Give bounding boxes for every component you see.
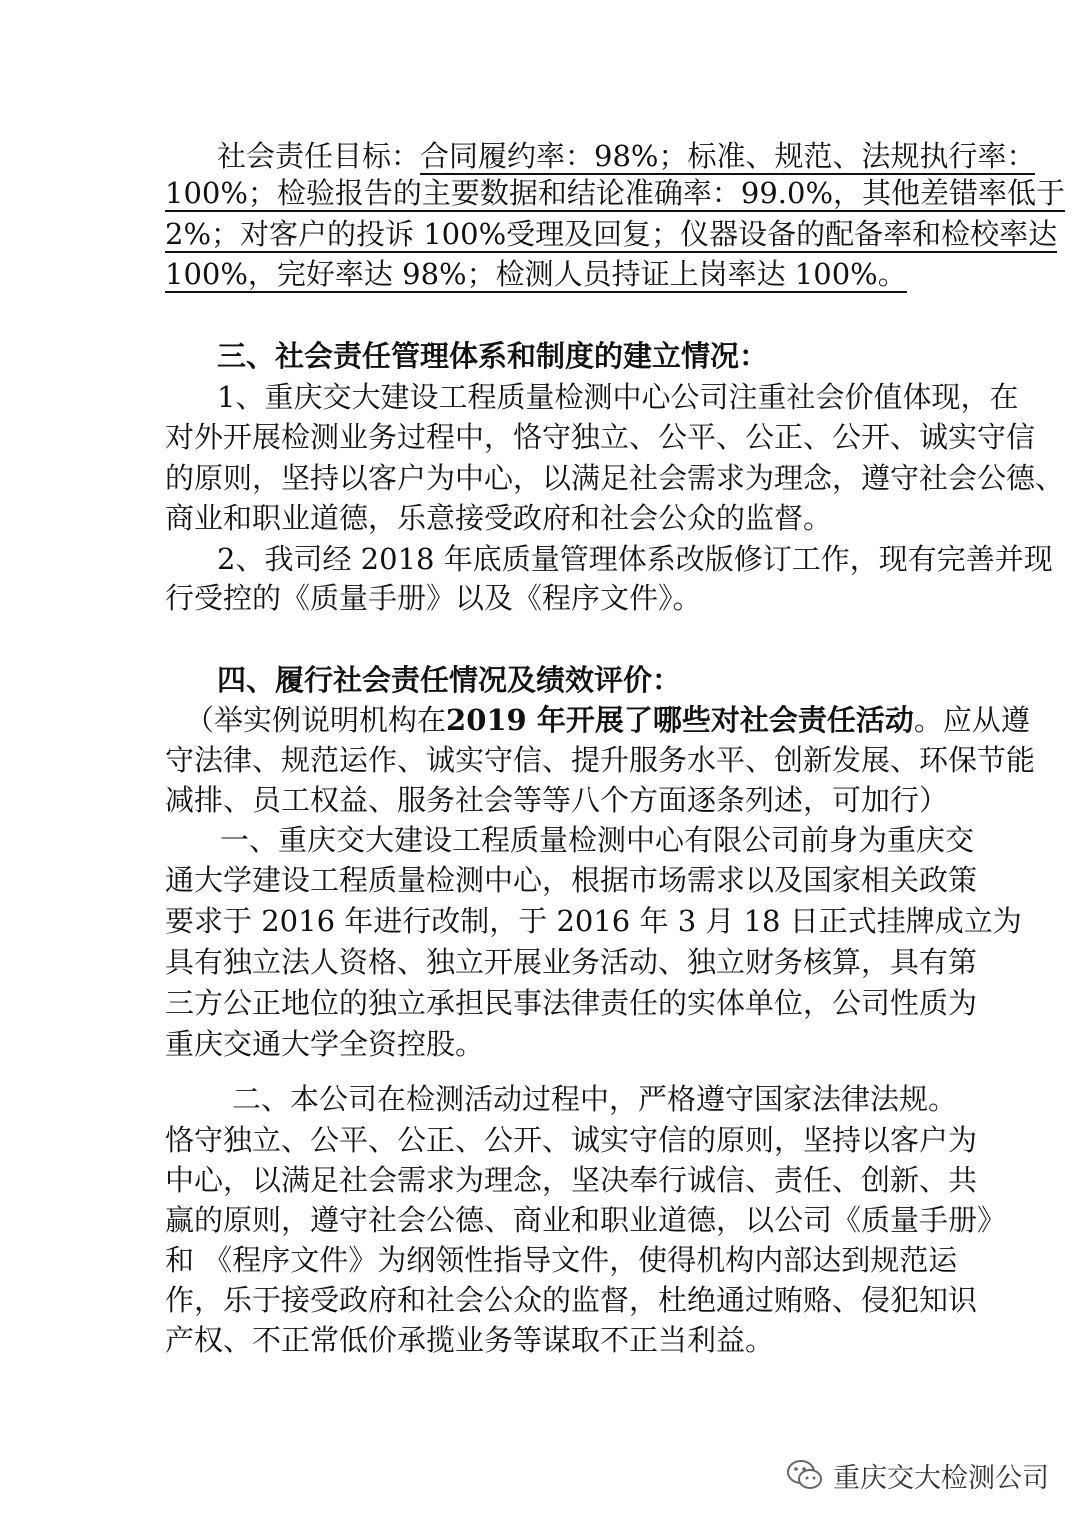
section-3-p2-line-1: 2、我司经 2018 年底质量管理体系改版修订工作，现有完善并现: [217, 542, 1053, 576]
section-4-heading: 四、履行社会责任情况及绩效评价：: [217, 663, 682, 697]
target-line-3-text: 2%；对客户的投诉 100%受理及回复；仪器设备的配备率和检校率达: [165, 217, 1058, 251]
item-1-line-1: 一、重庆交大建设工程质量检测中心有限公司前身为重庆交: [220, 823, 975, 857]
target-line-2-text: 100%；检验报告的主要数据和结论准确率：99.0%，其他差错率低于: [165, 176, 1066, 210]
item-1-line-2: 通大学建设工程质量检测中心，根据市场需求以及国家相关政策: [165, 863, 978, 897]
section-3-heading: 三、社会责任管理体系和制度的建立情况：: [217, 339, 769, 373]
target-line-2: [165, 174, 1066, 212]
section-3-p1-line-1: 1、重庆交大建设工程质量检测中心公司注重社会价值体现，在: [217, 380, 1019, 414]
item-1-line-5: 三方公正地位的独立承担民事法律责任的实体单位，公司性质为: [165, 986, 978, 1020]
item-2-line-6: 作，乐于接受政府和社会公众的监督，杜绝通过贿赂、侵犯知识: [165, 1283, 978, 1317]
section-4-note-line-3: 减排、员工权益、服务社会等等八个方面逐条列述，可加行）: [165, 783, 949, 817]
watermark: [785, 1455, 1049, 1495]
item-1-line-4: 具有独立法人资格、独立开展业务活动、独立财务核算，具有第: [165, 945, 978, 979]
section-3-p1-line-3: 的原则，坚持以客户为中心，以满足社会需求为理念，遵守社会公德、: [165, 461, 1065, 495]
wechat-icon: [785, 1455, 825, 1495]
target-label: 社会责任目标：: [217, 139, 421, 173]
section-4-note-line-1: [185, 701, 1030, 739]
item-2-line-7: 产权、不正常低价承揽业务等谋取不正当利益。: [165, 1323, 775, 1357]
note-text-b: 年开展了哪些对社会责任活动: [526, 703, 914, 737]
item-2-line-4: 赢的原则，遵守社会公德、商业和职业道德，以公司《质量手册》: [165, 1203, 1007, 1237]
section-3-p1-line-2: 对外开展检测业务过程中，恪守独立、公平、公正、公开、诚实守信: [165, 420, 1036, 454]
target-underlined-text: 合同履约率：98%；标准、规范、法规执行率：: [420, 139, 1036, 173]
target-line-4-text: 100%，完好率达 98%；检测人员持证上岗率达 100%。: [165, 257, 907, 291]
section-3-p2-line-2: 行受控的《质量手册》以及《程序文件》。: [165, 581, 702, 615]
item-2-line-1: 二、本公司在检测活动过程中，严格遵守国家法律法规。: [232, 1082, 958, 1116]
target-line-1-text: [217, 139, 1035, 175]
note-text-a: （举实例说明机构在: [185, 703, 447, 737]
target-line-3: [165, 215, 1058, 253]
section-4-note-line-2: 守法律、规范运作、诚实守信、提升服务水平、创新发展、环保节能: [165, 743, 1036, 777]
note-year: 2019: [446, 703, 527, 737]
item-1-line-6: 重庆交通大学全资控股。: [165, 1027, 485, 1061]
target-line-4: [165, 255, 917, 293]
watermark-text: 重庆交大检测公司: [833, 1462, 1049, 1494]
target-line-1: [165, 137, 1036, 175]
note-text-c: 。应从遵: [913, 703, 1030, 737]
item-2-line-3: 中心，以满足社会需求为理念，坚决奉行诚信、责任、创新、共: [165, 1163, 978, 1197]
item-2-line-5: 和 《程序文件》为纲领性指导文件，使得机构内部达到规范运: [165, 1243, 958, 1277]
item-1-line-3: 要求于 2016 年进行改制，于 2016 年 3 月 18 日正式挂牌成立为: [165, 904, 1022, 938]
section-3-p1-line-4: 商业和职业道德，乐意接受政府和社会公众的监督。: [165, 501, 833, 535]
item-2-line-2: 恪守独立、公平、公正、公开、诚实守信的原则，坚持以客户为: [165, 1123, 978, 1157]
